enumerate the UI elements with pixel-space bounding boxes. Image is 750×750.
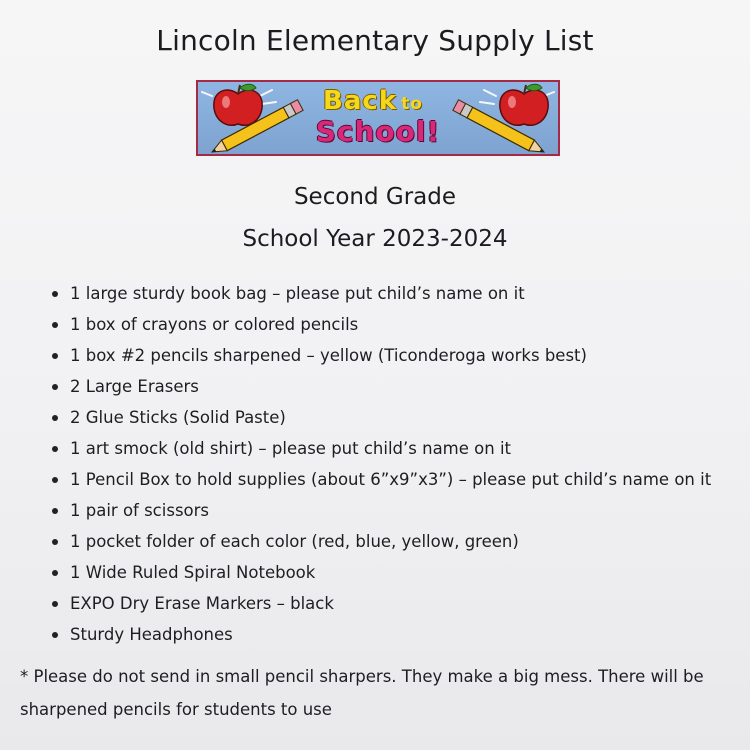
list-item-text: Sturdy Headphones bbox=[70, 625, 233, 644]
bullet-icon bbox=[52, 384, 58, 390]
bullet-icon bbox=[52, 353, 58, 359]
grade-heading: Second Grade bbox=[293, 184, 457, 210]
list-item bbox=[48, 619, 711, 650]
back-to-school-banner bbox=[196, 80, 560, 156]
list-item bbox=[48, 557, 711, 588]
list-item bbox=[48, 495, 711, 526]
school-year-heading: School Year 2023-2024 bbox=[242, 226, 508, 252]
list-item bbox=[48, 433, 711, 464]
banner-back-word: Back bbox=[323, 86, 398, 116]
list-item bbox=[48, 402, 711, 433]
list-item-text: 2 Glue Sticks (Solid Paste) bbox=[70, 408, 286, 427]
bullet-icon bbox=[52, 539, 58, 545]
bullet-icon bbox=[52, 632, 58, 638]
list-item-text: 1 box #2 pencils sharpened – yellow (Ticonderoga works best) bbox=[70, 346, 587, 365]
list-item bbox=[48, 588, 711, 619]
bullet-icon bbox=[52, 601, 58, 607]
bullet-icon bbox=[52, 415, 58, 421]
banner-back-line bbox=[196, 88, 558, 114]
list-item-text: 1 box of crayons or colored pencils bbox=[70, 315, 359, 334]
list-item bbox=[48, 371, 711, 402]
list-item bbox=[48, 309, 711, 340]
supply-list bbox=[48, 278, 711, 650]
bullet-icon bbox=[52, 477, 58, 483]
sharpener-note: * Please do not send in small pencil sharpers. They make a big mess. There will be sharpened pencils for students to use bbox=[20, 667, 704, 719]
list-item-text: 1 art smock (old shirt) – please put child’s name on it bbox=[70, 439, 511, 458]
bullet-icon bbox=[52, 291, 58, 297]
banner-to-word: to bbox=[401, 94, 423, 114]
list-item bbox=[48, 278, 711, 309]
list-item-text: EXPO Dry Erase Markers – black bbox=[70, 594, 334, 613]
bullet-icon bbox=[52, 508, 58, 514]
list-item bbox=[48, 464, 711, 495]
list-item-text: 1 pocket folder of each color (red, blue, yellow, green) bbox=[70, 532, 519, 551]
document-title: Lincoln Elementary Supply List bbox=[156, 24, 594, 57]
list-item-text: 2 Large Erasers bbox=[70, 377, 199, 396]
bullet-icon bbox=[52, 322, 58, 328]
bullet-icon bbox=[52, 446, 58, 452]
banner-school-word: School! bbox=[315, 115, 441, 148]
list-item bbox=[48, 340, 711, 371]
banner-text bbox=[198, 88, 558, 146]
list-item-text: 1 Wide Ruled Spiral Notebook bbox=[70, 563, 316, 582]
list-item-text: 1 Pencil Box to hold supplies (about 6”x9”x3”) – please put child’s name on it bbox=[70, 470, 712, 489]
list-item-text: 1 large sturdy book bag – please put child’s name on it bbox=[70, 284, 525, 303]
list-item bbox=[48, 526, 711, 557]
list-item-text: 1 pair of scissors bbox=[70, 501, 210, 520]
bullet-icon bbox=[52, 570, 58, 576]
